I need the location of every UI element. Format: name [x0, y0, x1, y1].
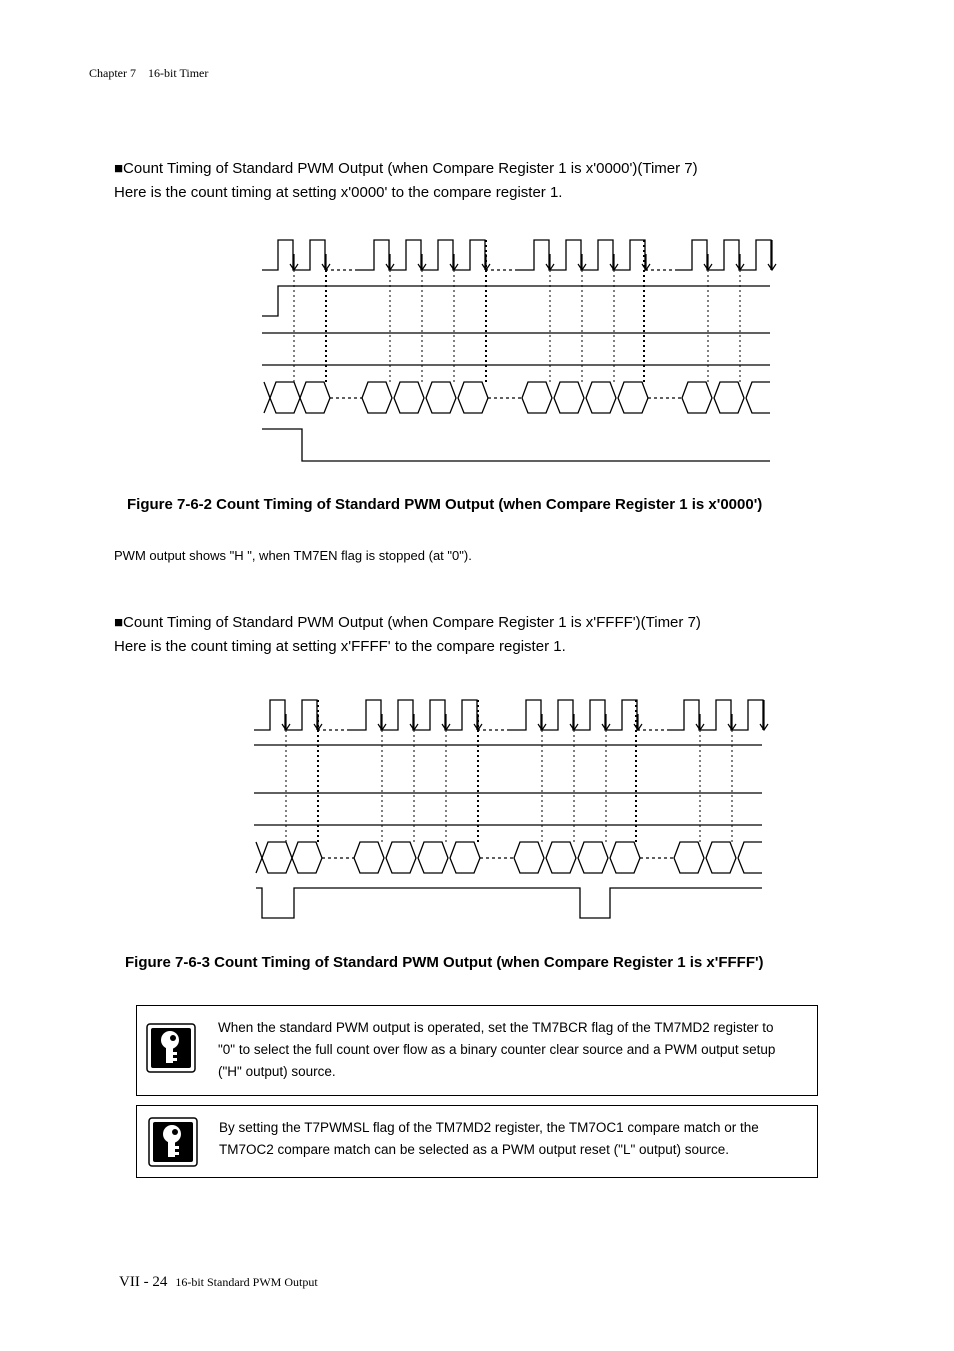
tip-box-2	[136, 1105, 818, 1178]
tip-2-text	[219, 1117, 759, 1161]
figure-7-6-3-caption: Figure 7-6-3 Count Timing of Standard PWM Output (when Compare Register 1 is x'FFFF')	[125, 954, 764, 971]
tip-1-line-2: "0" to select the full count over flow as a binary counter clear source and a PWM output setup	[218, 1042, 776, 1057]
tip-1-text	[218, 1017, 775, 1083]
tip-1-line-3: ("H" output) source.	[218, 1064, 336, 1079]
footer-section-title: 16-bit Standard PWM Output	[175, 1275, 318, 1289]
timing-diagram-2	[252, 696, 772, 924]
header-chapter: Chapter 7	[89, 66, 136, 80]
section-2-description: Here is the count timing at setting x'FFFF' to the compare register 1.	[114, 638, 566, 655]
tip-box-1	[136, 1005, 818, 1096]
section-1-description: Here is the count timing at setting x'0000' to the compare register 1.	[114, 184, 563, 201]
pwm-output-note: PWM output shows "H ", when TM7EN flag is stopped (at "0").	[114, 548, 472, 563]
timing-diagram-1	[260, 236, 780, 464]
tip-2-line-2: TM7OC2 compare match can be selected as a PWM output reset ("L" output) source.	[219, 1142, 730, 1157]
key-icon	[146, 1023, 196, 1073]
section-2-heading: ■Count Timing of Standard PWM Output (when Compare Register 1 is x'FFFF')(Timer 7)	[114, 614, 701, 631]
key-icon	[148, 1117, 198, 1167]
header-title: 16-bit Timer	[148, 66, 209, 80]
section-1-heading: ■Count Timing of Standard PWM Output (when Compare Register 1 is x'0000')(Timer 7)	[114, 160, 698, 177]
tip-2-line-1: By setting the T7PWMSL flag of the TM7MD2 register, the TM7OC1 compare match or the	[219, 1120, 759, 1135]
section-2	[114, 611, 701, 659]
page-number: VII - 24	[119, 1274, 168, 1290]
figure-7-6-2-caption: Figure 7-6-2 Count Timing of Standard PWM Output (when Compare Register 1 is x'0000')	[127, 496, 763, 513]
page-footer	[119, 1273, 318, 1291]
page-header	[89, 66, 208, 81]
tip-1-line-1: When the standard PWM output is operated, set the TM7BCR flag of the TM7MD2 register to	[218, 1020, 774, 1035]
section-1	[114, 157, 698, 205]
